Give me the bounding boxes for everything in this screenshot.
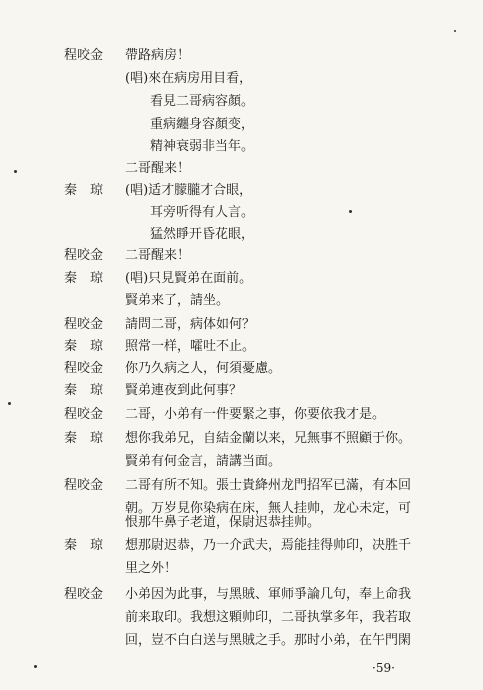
dialogue-line: 賢弟有何金言，請講当面。 (125, 454, 282, 469)
speaker-name: 程咬金 (64, 48, 104, 63)
speaker-name: 秦 琼 (64, 431, 104, 446)
dialogue-line: 想你我弟兄，自結金蘭以来，兄無事不照顧于你。 (125, 431, 412, 446)
print-speck (8, 402, 11, 405)
speaker-name: 程咬金 (64, 407, 104, 422)
dialogue-line: 猛然睜开昏花眼， (150, 227, 255, 242)
dialogue-line: 賢弟連夜到此何事？ (125, 383, 243, 398)
speaker-name: 秦 琼 (64, 538, 104, 553)
dialogue-line: 小弟因为此事，与黑賊、軍师爭論几句，奉上命我 (125, 587, 412, 602)
speaker-name: 秦 琼 (64, 339, 104, 354)
print-speck (349, 210, 352, 213)
dialogue-line: 帶路病房！ (125, 48, 191, 63)
dialogue-line: 你乃久病之人，何須憂慮。 (125, 361, 282, 376)
speaker-name: 程咬金 (64, 317, 104, 332)
dialogue-line: 想那尉迟恭，乃一介武夫，焉能挂得帅印，决胜千 (125, 538, 412, 553)
dialogue-line: 回，豈不白白送与黑賊之手。那时小弟，在午門閑 (125, 633, 412, 648)
speaker-name: 秦 琼 (64, 383, 104, 398)
dialogue-line: 里之外！ (125, 561, 178, 576)
speaker-name: 秦 琼 (64, 183, 104, 198)
dialogue-line: (唱)适才朦朧才合眼， (125, 183, 253, 198)
dialogue-line: (唱)來在病房用目看， (125, 71, 253, 86)
print-speck (34, 665, 37, 668)
dialogue-line: 二哥醒来！ (125, 161, 191, 176)
dialogue-line: 恨那牛鼻子老道，保尉迟恭挂帅。 (125, 515, 321, 530)
dialogue-line: 請問二哥，病体如何？ (125, 317, 256, 332)
dialogue-line: 重病纏身容顏变， (150, 117, 255, 132)
dialogue-line: 照常一样，嚯吐不止。 (125, 339, 256, 354)
dialogue-line: 耳旁听得有人言。 (150, 205, 255, 220)
dialogue-line: 朝。万岁見你染病在床，無人挂帅，龙心未定，可 (125, 501, 412, 516)
print-speck (14, 170, 17, 173)
dialogue-line: 看見二哥病容顏。 (150, 94, 255, 109)
dialogue-line: 精神衰弱非当年。 (150, 139, 255, 154)
speaker-name: 程咬金 (64, 587, 104, 602)
page-number: ·59· (372, 661, 395, 675)
speaker-name: 程咬金 (64, 478, 104, 493)
dialogue-line: 前来取印。我想这顆帅印，二哥执掌多年，我若取 (125, 610, 412, 625)
dialogue-line: 賢弟来了，請坐。 (125, 293, 230, 308)
speaker-name: 程咬金 (64, 361, 104, 376)
dialogue-line: (唱)只見賢弟在面前。 (125, 271, 253, 286)
dialogue-line: 二哥醒来！ (125, 248, 191, 263)
dialogue-line: 二哥有所不知。張士貴絳州龙門招军已滿，有本回 (125, 478, 412, 493)
speaker-name: 秦 琼 (64, 271, 104, 286)
dialogue-line: 二哥，小弟有一件要緊之事，你要依我才是。 (125, 407, 386, 422)
print-speck (454, 30, 456, 32)
speaker-name: 程咬金 (64, 248, 104, 263)
